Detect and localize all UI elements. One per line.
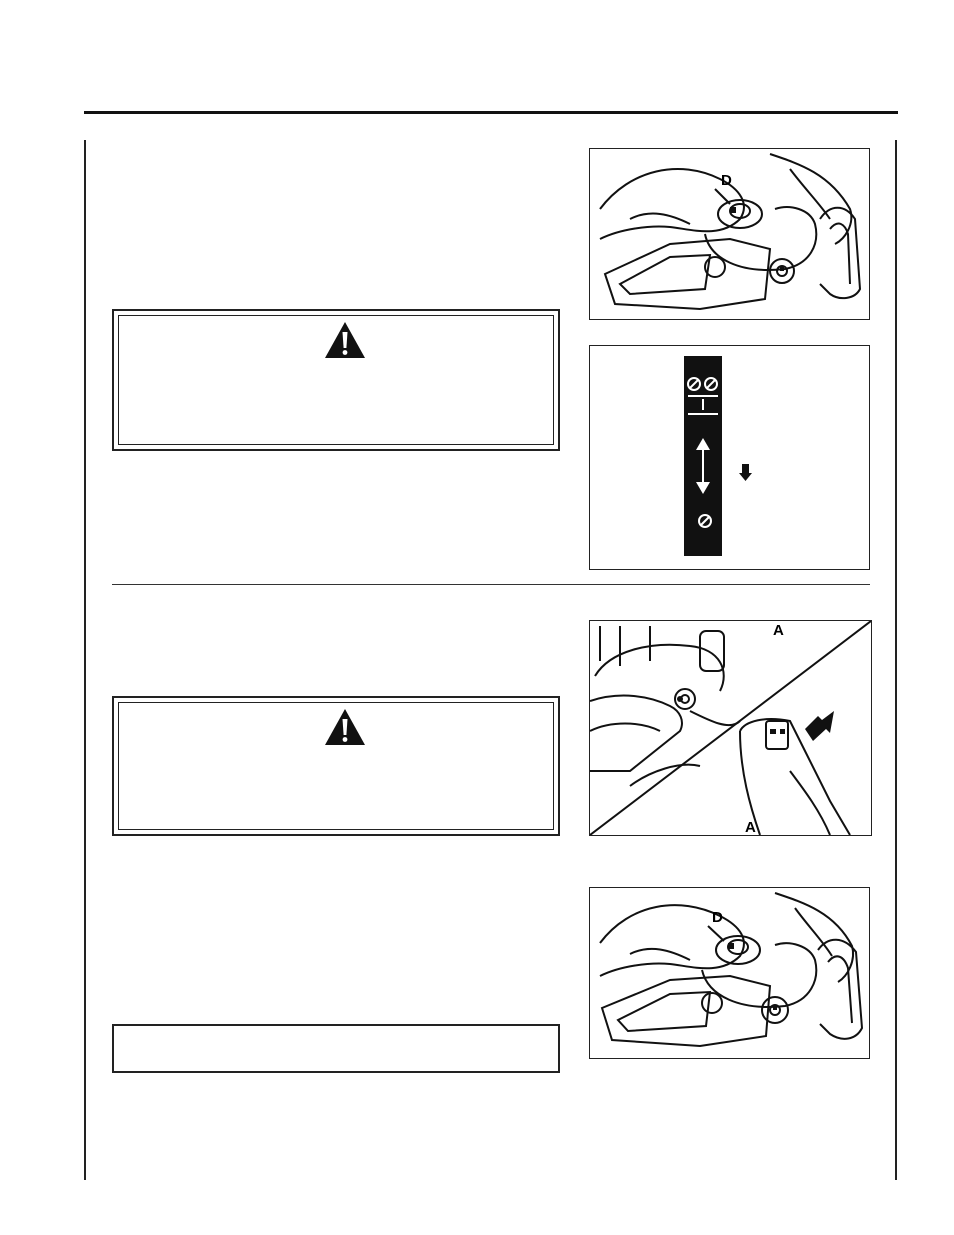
callout-d: D (721, 172, 732, 189)
callout-d: D (712, 909, 723, 926)
section-divider (112, 584, 870, 585)
stop-switch-illustration (590, 621, 871, 835)
figure-choke-knob-return (589, 887, 870, 1059)
callout-a-top: A (773, 622, 784, 639)
warning-triangle-icon (324, 708, 366, 746)
warning-box-2 (112, 696, 560, 836)
right-margin-rule (895, 140, 897, 1180)
header-rule (84, 111, 898, 114)
figure-choke-knob (589, 148, 870, 320)
callout-a-bottom: A (745, 819, 756, 835)
choke-label-illustration (590, 346, 869, 569)
chainsaw-illustration-1 (590, 149, 869, 319)
chainsaw-illustration-2 (590, 888, 869, 1058)
warning-triangle-icon (324, 321, 366, 359)
left-margin-rule (84, 140, 86, 1180)
figure-stop-switch (589, 620, 872, 836)
warning-box-1 (112, 309, 560, 451)
arrow-down-icon (739, 464, 752, 481)
note-box (112, 1024, 560, 1073)
figure-choke-label (589, 345, 870, 570)
